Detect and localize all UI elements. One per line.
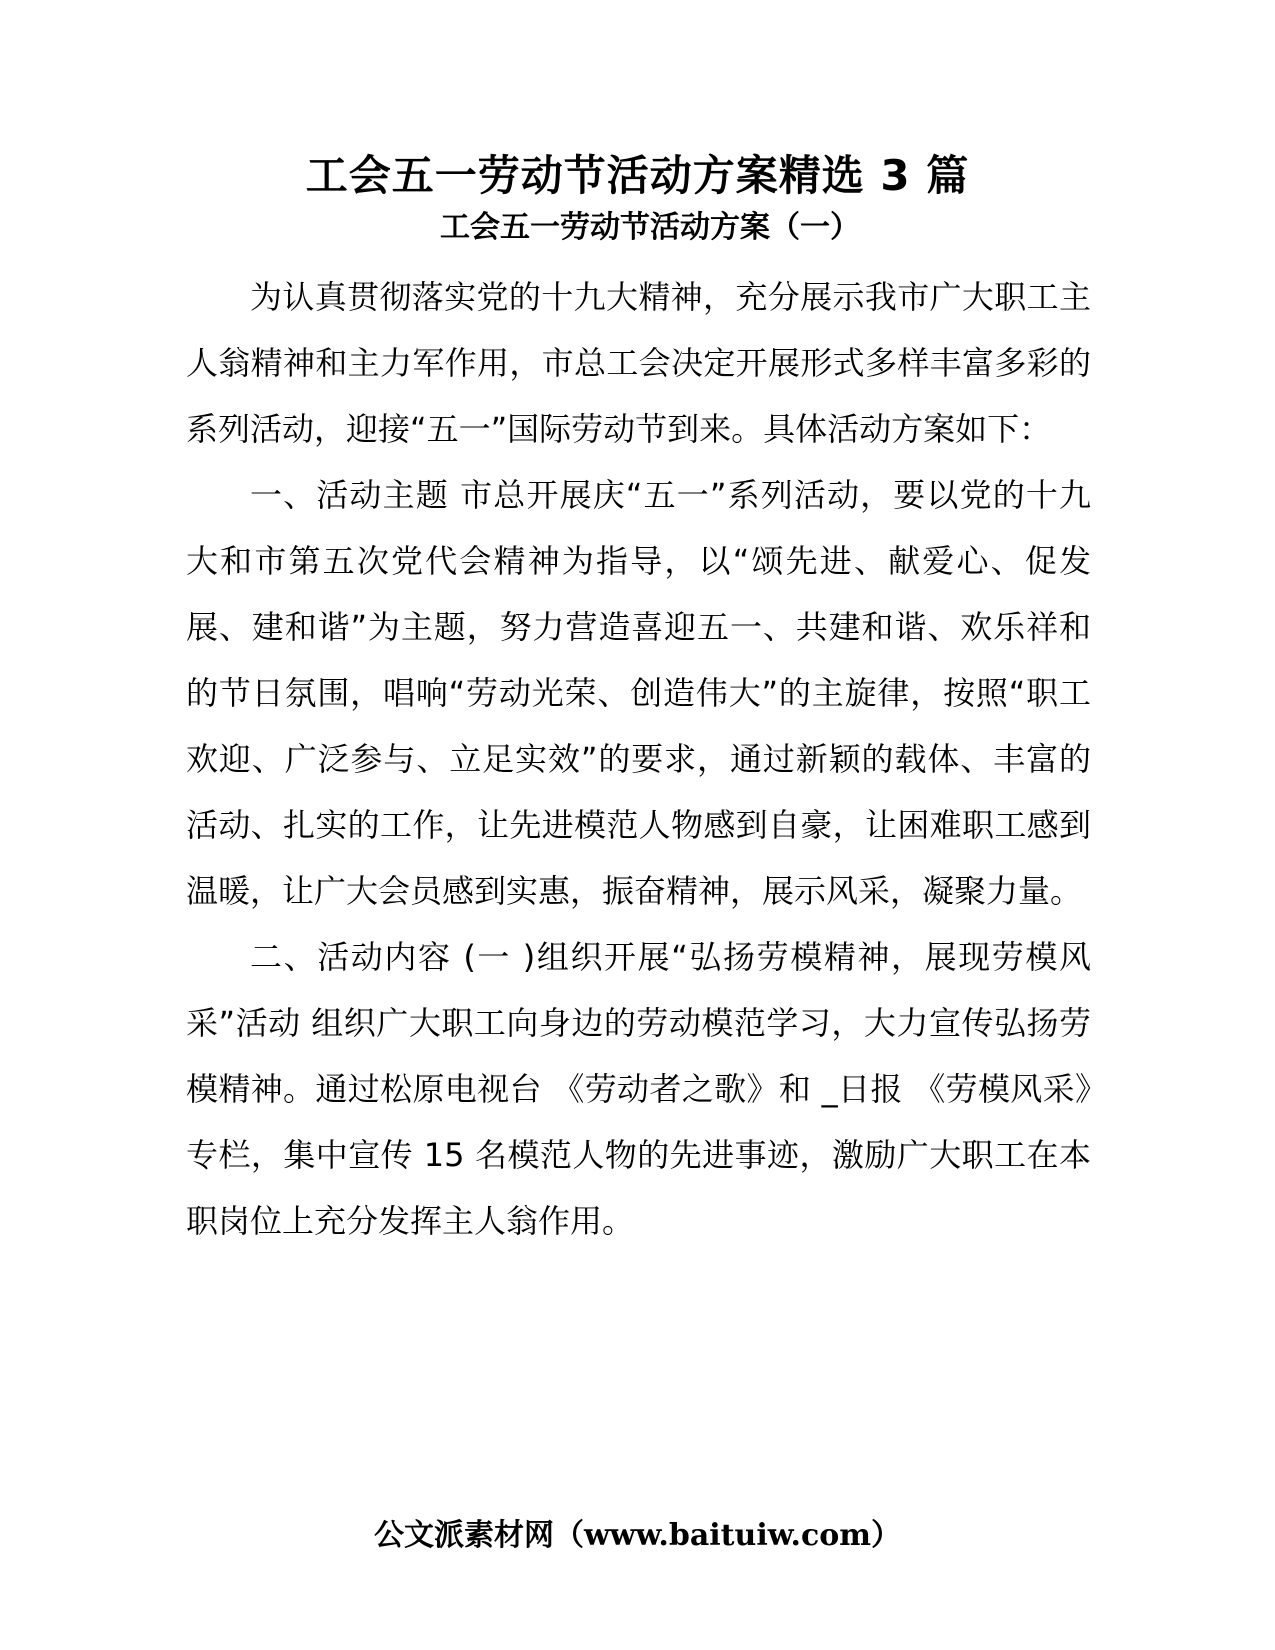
document-body: [186, 264, 1091, 1254]
document-title: 工会五一劳动节活动方案精选 3 篇: [305, 151, 970, 200]
document-subtitle: 工会五一劳动节活动方案（一）: [440, 210, 860, 245]
footer-source: 公文派素材网（www.baituiw.com）: [373, 1518, 902, 1553]
paragraph-intro: 为认真贯彻落实党的十九大精神，充分展示我市广大职工主人翁精神和主力军作用，市总工会决定开展形式多样丰富多彩的系列活动，迎接“五一”国际劳动节到来。具体活动方案如下：: [186, 278, 1091, 448]
paragraph-content: 二、活动内容 (一 )组织开展“弘扬劳模精神，展现劳模风采”活动 组织广大职工向身边的劳动模范学习，大力宣传弘扬劳模精神。通过松原电视台 《劳动者之歌》和 _日报 《劳模风采》专栏，集中宣传 15 名模范人物的先进事迹，激励广大职工在本职岗位上充分发挥主人翁作用。: [186, 938, 1091, 1240]
paragraph-theme: 一、活动主题 市总开展庆“五一”系列活动，要以党的十九大和市第五次党代会精神为指导，以“颂先进、献爱心、促发展、建和谐”为主题，努力营造喜迎五一、共建和谐、欢乐祥和的节日氛围，唱响“劳动光荣、创造伟大”的主旋律，按照“职工欢迎、广泛参与、立足实效”的要求，通过新颖的载体、丰富的活动、扎实的工作，让先进模范人物感到自豪，让困难职工感到温暖，让广大会员感到实惠，振奋精神，展示风采，凝聚力量。: [186, 476, 1091, 910]
